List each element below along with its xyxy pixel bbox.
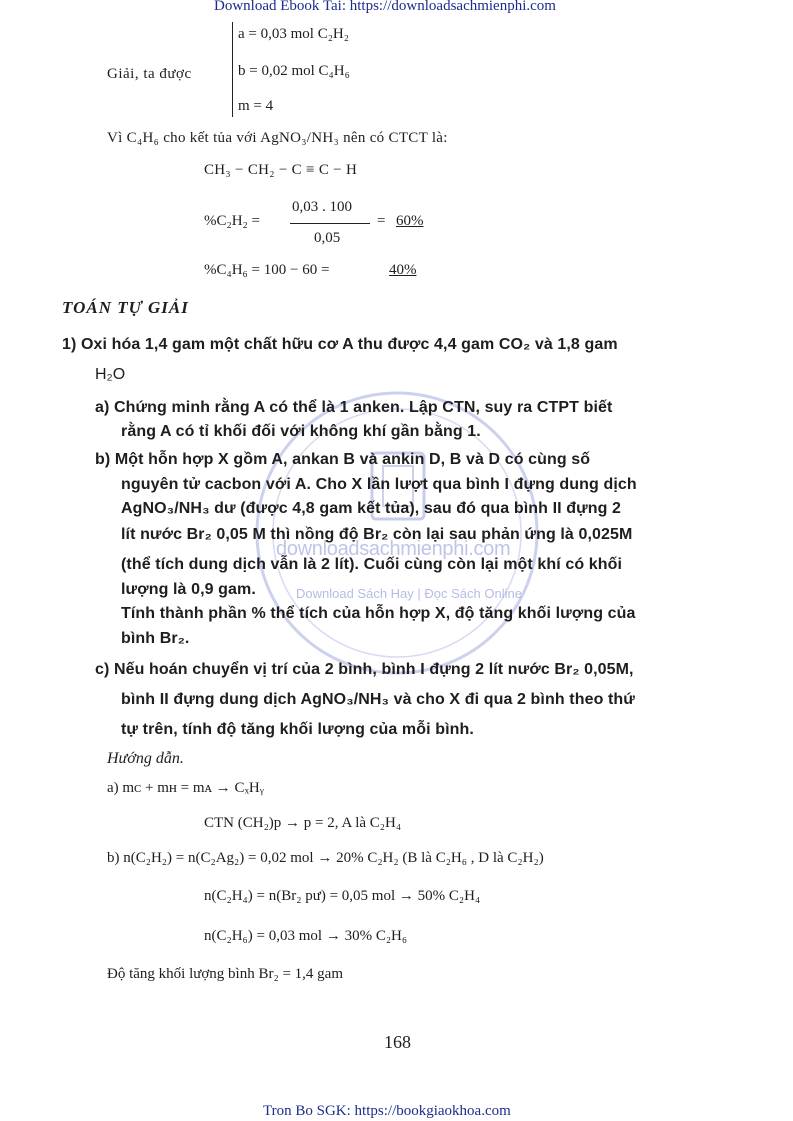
problem-b-line-7: Tính thành phần % thể tích của hỗn hợp X, độ tăng khối lượng của — [121, 605, 636, 622]
section-title: TOÁN TỰ GIẢI — [62, 298, 189, 317]
header-download-link[interactable]: Download Ebook Tai: https://downloadsachmienphi.com — [214, 0, 556, 14]
guide-title: Hướng dẫn. — [107, 750, 184, 767]
problem-1-line-1: 1) Oxi hóa 1,4 gam một chất hữu cơ A thu được 4,4 gam CO₂ và 1,8 gam — [62, 336, 618, 353]
guide-b-line-2: n(C₂H₄) = n(Br₂ pư) = 0,05 mol → 50% C₂H₄ — [204, 888, 481, 904]
problem-a-line-2: rằng A có tỉ khối đối với không khí gần bằng 1. — [121, 423, 481, 440]
ctct-formula: CH₃ − CH₂ − C ≡ C − H — [204, 162, 358, 178]
problem-b-line-2: nguyên tử cacbon với A. Cho X lần lượt qua bình I đựng dung dịch — [121, 476, 637, 493]
problem-b-line-8: bình Br₂. — [121, 630, 190, 647]
watermark-tagline: Download Sách Hay | Đọc Sách Online — [296, 586, 522, 601]
guide-b-line-3: n(C₂H₆) = 0,03 mol → 30% C₂H₆ — [204, 928, 408, 944]
pct-c2h2-result: 60% — [396, 213, 424, 229]
problem-c-line-1: c) Nếu hoán chuyển vị trí của 2 bình, bình I đựng 2 lít nước Br₂ 0,05M, — [95, 661, 634, 678]
pct-c2h2-equals: = — [377, 213, 386, 229]
watermark-domain: downloadsachmienphi.com — [276, 538, 511, 560]
problem-b-line-3: AgNO₃/NH₃ dư (được 4,8 gam kết tủa), sau đó qua bình II đựng 2 — [121, 500, 622, 517]
guide-a-line-1: a) mᴄ + mʜ = mᴀ → CₓHᵧ — [107, 780, 264, 796]
pct-c4h6-label: %C₄H₆ = 100 − 60 = — [204, 262, 330, 278]
problem-b-line-5: (thể tích dung dịch vẫn là 2 lít). Cuối cùng còn lại một khí có khối — [121, 556, 623, 573]
pct-c4h6-result: 40% — [389, 262, 417, 278]
guide-b-line-4: Độ tăng khối lượng bình Br₂ = 1,4 gam — [107, 966, 343, 982]
guide-a-line-2: CTN (CH₂)p → p = 2, A là C₂H₄ — [204, 815, 402, 831]
page-number: 168 — [384, 1032, 411, 1052]
system-line-a: a = 0,03 mol C₂H₂ — [238, 26, 349, 42]
solution-giai-label: Giải, ta được — [107, 66, 192, 82]
problem-a-line-1: a) Chứng minh rằng A có thể là 1 anken. Lập CTN, suy ra CTPT biết — [95, 399, 613, 416]
pct-c2h2-label: %C₂H₂ = — [204, 213, 261, 229]
fraction-bar — [290, 223, 370, 224]
problem-b-line-4: lít nước Br₂ 0,05 M thì nồng độ Br₂ còn lại sau phản ứng là 0,025M — [121, 526, 633, 543]
problem-b-line-1: b) Một hỗn hợp X gồm A, ankan B và ankin D, B và D có cùng số — [95, 451, 591, 468]
problem-c-line-2: bình II đựng dung dịch AgNO₃/NH₃ và cho X đi qua 2 bình theo thứ — [121, 691, 635, 708]
system-brace — [232, 22, 233, 117]
pct-c2h2-denominator: 0,05 — [314, 230, 341, 246]
system-line-m: m = 4 — [238, 98, 274, 114]
problem-b-line-6: lượng là 0,9 gam. — [121, 581, 256, 598]
system-line-b: b = 0,02 mol C₄H₆ — [238, 63, 350, 79]
problem-1-line-2: H₂O — [95, 366, 126, 383]
pct-c2h2-numerator: 0,03 . 100 — [292, 199, 352, 215]
vi-line: Vì C₄H₆ cho kết tủa với AgNO₃/NH₃ nên có CTCT là: — [107, 130, 448, 146]
guide-b-line-1: b) n(C₂H₂) = n(C₂Ag₂) = 0,02 mol → 20% C₂H₂ (B là C₂H₆ , D là C₂H₂) — [107, 850, 544, 866]
problem-c-line-3: tự trên, tính độ tăng khối lượng của mỗi bình. — [121, 721, 474, 738]
footer-sgk-link[interactable]: Tron Bo SGK: https://bookgiaokhoa.com — [263, 1103, 511, 1119]
